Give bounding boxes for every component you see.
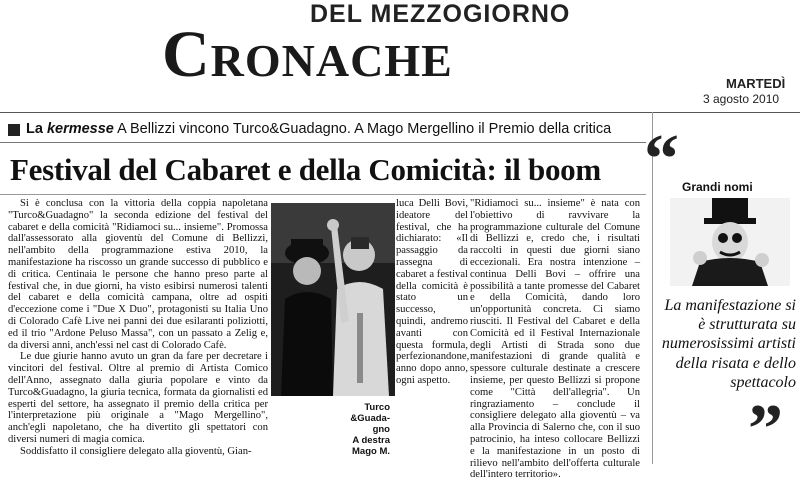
masthead-rule [0,112,800,113]
weekday: MARTEDÌ [726,76,786,91]
performers-photo-illustration [271,203,395,396]
sidebar-quote: La manifestazione si è strutturata su numerosissimi artisti della risata e dello spettacolo [661,297,796,391]
caption-line: Mago M. [352,446,390,457]
article-paragraph: luca Delli Bovi, ideatore del festival, che ha dichiarato: «Il passaggio da rassegna di cabaret a festival della comicità è stato un successo, quindi, andremo avanti con questa formula, perfezionandone, anno dopo anno, ogni aspetto. [396,198,470,386]
headline-rule [0,194,646,195]
date: 3 agosto 2010 [703,92,780,106]
kicker-rule [0,142,646,143]
article-paragraph: Le due giurie hanno avuto un gran da fare per decretare i vincitori del festival. Oltre al premio di Artista Comico dell'Anno, assegnato dalla giuria popolare e vinto da Turco&Guadagno, la giuria tecnica, formata da giornalisti ed esperti del settore, ha assegnato il premio della critica per l'interpretazione più originale a "Mago Mergellino", anch'egli napoletano, che ha divertito gli spettatori con diversi numeri di magia comica. [8,351,268,445]
article-paragraph: Soddisfatto il consigliere delegato alla gioventù, Gian- [20,445,252,457]
close-quote-mark: ” [748,391,783,468]
article-column-1 [8,198,268,458]
kicker-lead-em: kermesse [46,121,114,137]
kicker [26,121,611,137]
caption-line: gno [372,424,390,435]
article-column-3 [470,198,640,481]
article-paragraph: "Ridiamoci su... insieme" è nata con l'obiettivo di ravvivare la programmazione culturale del Comune di Bellizzi e, credo che, i risultati raccolti in questi due giorni siano eccezionali. Era nostra intenzione – continua Delli Bovi – offrire una possibilità a tante promesse del Cabaret e della Comicità, dando loro un'opportunità concreta. Ci siamo riusciti. Il Festival del Cabaret e della Comicità ed il Festival Internazionale degli Artisti di Strada sono due manifestazioni di grande qualità e spessore culturale destinate a crescere insieme, per questo Bellizzi si propone come "Città dell'allegria". Un ringraziamento – conclude il consigliere delegato alla gioventù – va alla Provincia di Salerno che, con il suo patrocinio, ha inteso collocare Bellizzi e la manifestazione in un posto di rilievo nell'ambito dell'offerta culturale dell'intero territorio». [470,198,640,481]
article-photo [271,203,395,396]
sidebar-photo [670,198,790,286]
headline: Festival del Cabaret e della Comicità: il boom [10,152,601,187]
kicker-square [8,124,20,136]
masthead-pre-title: DEL MEZZOGIORNO [310,0,571,28]
article-column-2 [396,198,468,387]
caption-line: Turco [364,402,390,413]
article-paragraph: Si è conclusa con la vittoria della coppia napoletana "Turco&Guadagno" la seconda edizione del festival del cabaret e della comicità "Ridiamoci su... insieme". Promossa dall'assessorato alla gioventù del Comune di Bellizzi, nell'ambito della programmazione estiva 2010, la manifestazione ha riscosso un grande successo di pubblico e di critica. Centinaia le persone che hanno preso parte al festival che, in due giorni, ha visto esibirsi numerosi talenti del cabaret e della comicità campana, oltre ad ospiti d'eccezione come i "Due X Duo", protagonisti su Italia Uno di Colorado Cafè Live nei panni dei due esilaranti poliziotti, ed il trio "Ardone Peluso Massa", con un passato a Zelig e, da diversi anni, anch'essi nel cast di Colorado Cafè. [8,198,268,351]
photo-caption [320,402,390,457]
sidebar-label: Grandi nomi [682,180,753,194]
kicker-text: A Bellizzi vincono Turco&Guadagno. A Mago Mergellino il Premio della critica [117,121,612,137]
masthead-title: Cronache [162,18,453,91]
open-quote-mark: “ [644,121,679,198]
magician-photo-illustration [670,198,790,286]
caption-line: &Guada- [350,413,390,424]
caption-line: A destra [352,435,390,446]
kicker-lead: La [26,121,43,137]
